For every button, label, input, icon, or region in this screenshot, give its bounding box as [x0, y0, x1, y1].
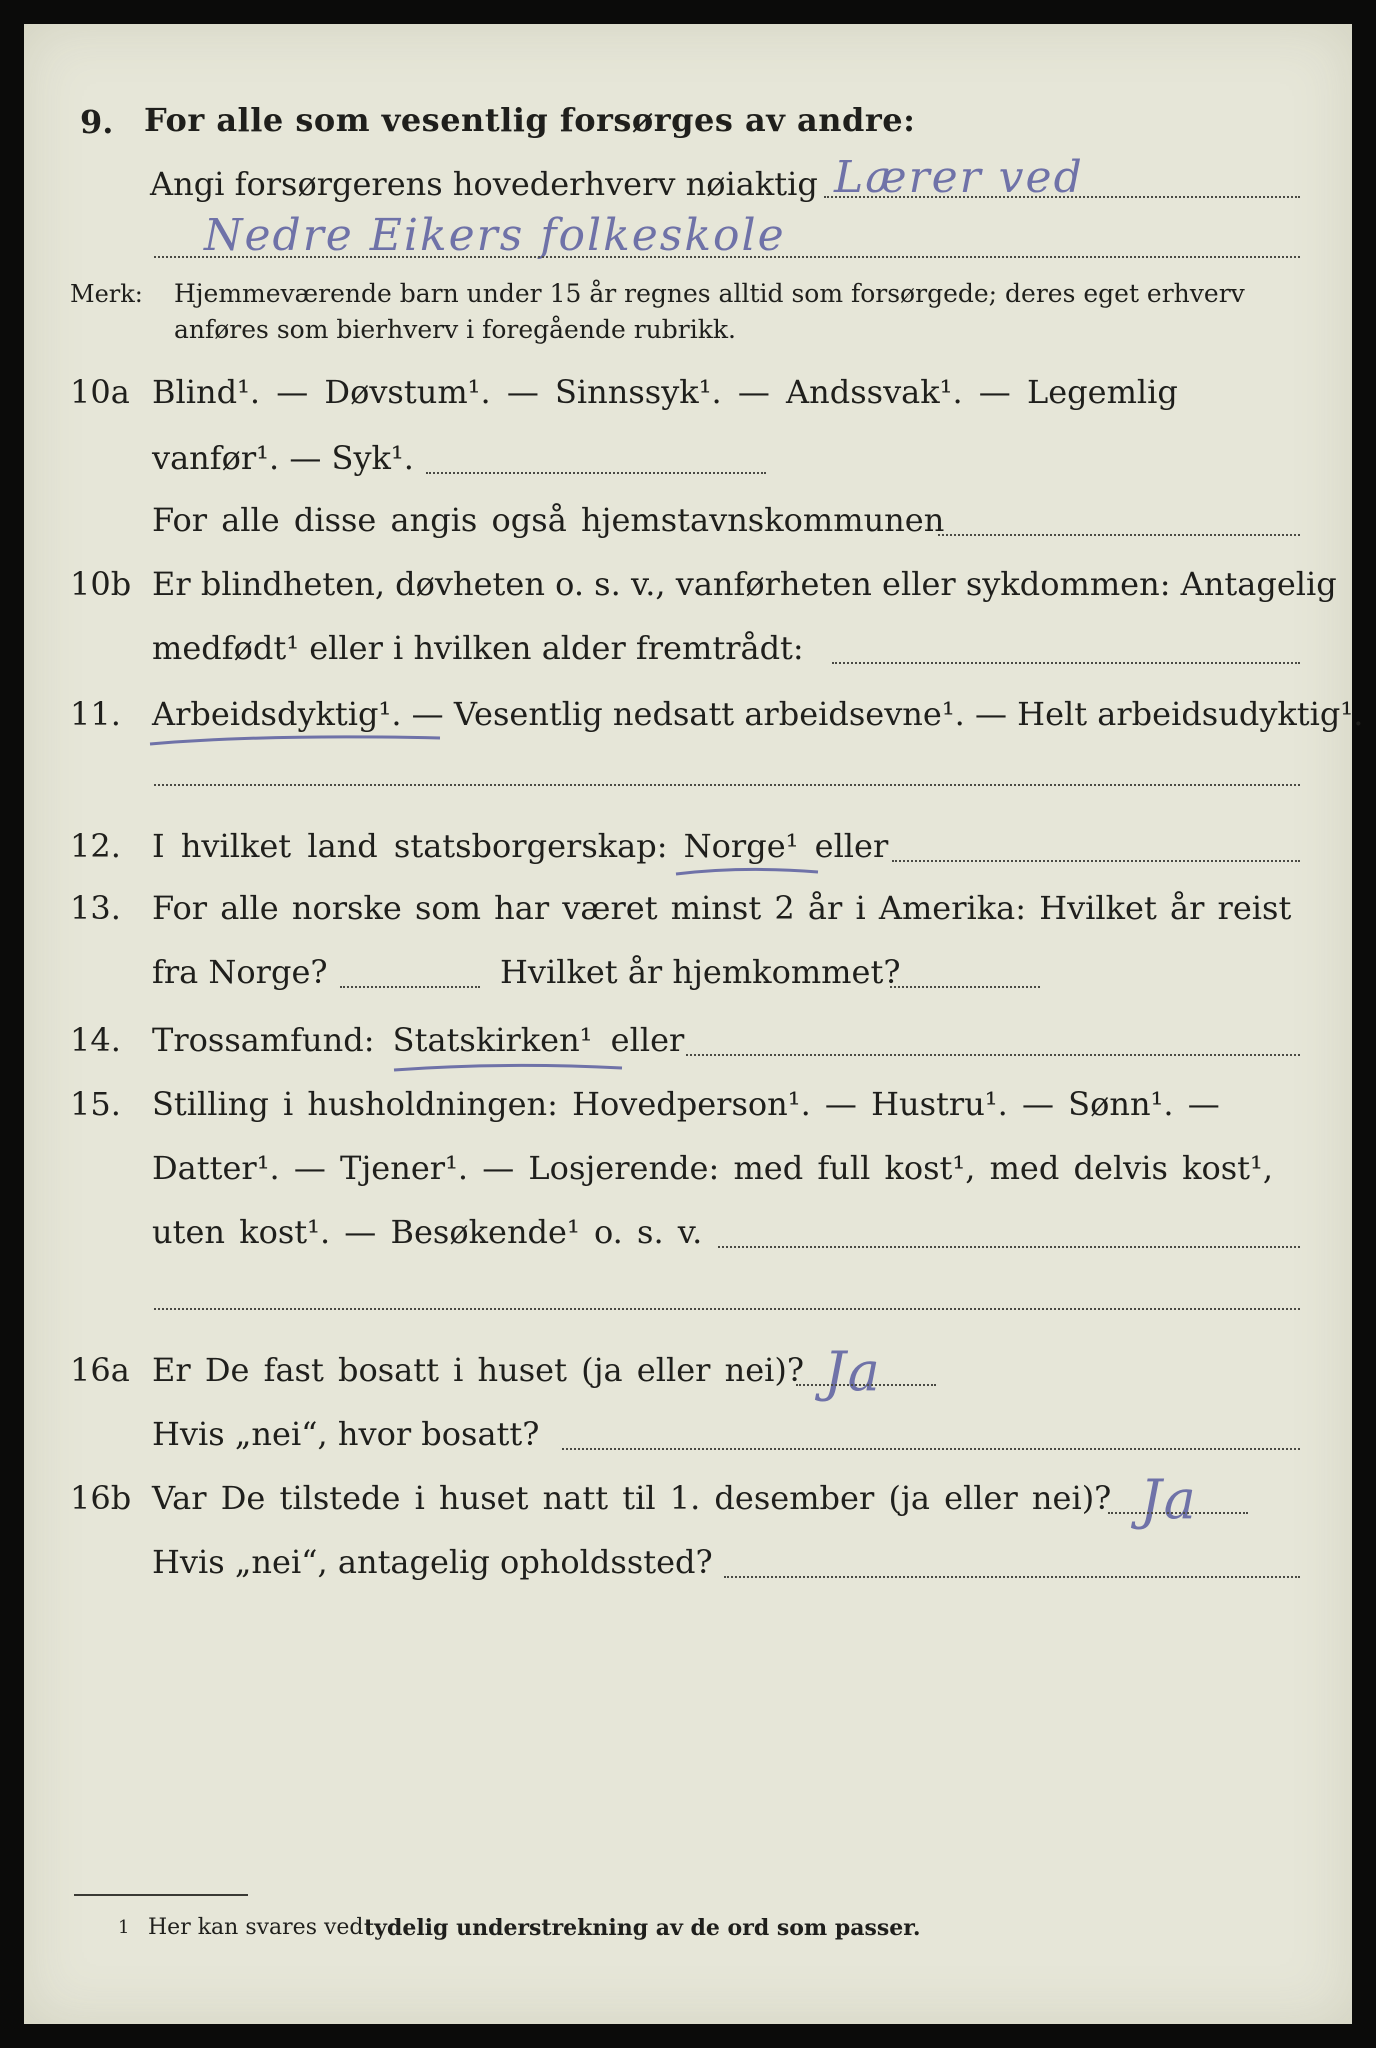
- q16a-number: 16a: [70, 1351, 130, 1389]
- merk-line1: Hjemmeværende barn under 15 år regnes alltid som forsørgede; deres eget erhverv: [174, 279, 1245, 308]
- q14-line1: Trossamfund: Statskirken¹ eller: [152, 1021, 685, 1059]
- q13-line2a: fra Norge?: [152, 953, 328, 991]
- q16a-handwritten-answer: Ja: [824, 1340, 882, 1403]
- q9-title: For alle som vesentlig forsørges av andre:: [144, 101, 916, 139]
- q13-line1: For alle norske som har været minst 2 år i Amerika: Hvilket år reist: [152, 889, 1292, 927]
- q12-line1: I hvilket land statsborgerskap: Norge¹ eller: [152, 827, 889, 865]
- q13-number: 13.: [70, 889, 121, 927]
- q16b-line2: Hvis „nei“, antagelig opholdssted?: [152, 1543, 713, 1581]
- q9-line1: Angi forsørgerens hovederhverv nøiaktig: [150, 165, 818, 203]
- q12-dotted-line: [892, 860, 1300, 862]
- q10a-line1: Blind¹. — Døvstum¹. — Sinnssyk¹. — Andssvak¹. — Legemlig: [152, 373, 1178, 411]
- q9-dotted-line-1: [824, 196, 1300, 198]
- q9-handwritten-answer-a: Lærer ved: [834, 152, 1084, 203]
- q12-pencil-underline: [674, 862, 824, 884]
- merk-line2: anføres som bierhverv i foregående rubrikk.: [174, 315, 736, 344]
- footnote-rule: [74, 1894, 248, 1896]
- q11-number: 11.: [70, 695, 121, 733]
- q15-number: 15.: [70, 1085, 121, 1123]
- q14-pencil-underline: [392, 1056, 628, 1080]
- q16b-number: 16b: [70, 1479, 132, 1517]
- q10b-number: 10b: [70, 565, 132, 603]
- q15-line2: Datter¹. — Tjener¹. — Losjerende: med full kost¹, med delvis kost¹,: [152, 1149, 1274, 1187]
- q11-pencil-underline: [148, 728, 448, 752]
- q15-line1: Stilling i husholdningen: Hovedperson¹. — Hustru¹. — Sønn¹. —: [152, 1085, 1220, 1123]
- q16b-dotted-line-1: [1108, 1512, 1248, 1514]
- q10b-line2: medfødt¹ eller i hvilken alder fremtrådt:: [152, 629, 804, 667]
- q12-number: 12.: [70, 827, 121, 865]
- q16b-dotted-line-2: [724, 1576, 1300, 1578]
- q15-dotted-line-1: [718, 1246, 1300, 1248]
- q16a-dotted-line-1: [796, 1384, 936, 1386]
- q10a-line2: vanfør¹. — Syk¹.: [152, 439, 414, 477]
- q13-dotted-line-1: [340, 986, 480, 988]
- footnote-text-b: tydelig understrekning av de ord som passer.: [364, 1915, 921, 1941]
- q15-dotted-line-2: [154, 1308, 1300, 1310]
- q11-dotted-line: [154, 784, 1300, 786]
- q10a-dotted-line-2: [938, 534, 1300, 536]
- q14-dotted-line: [686, 1054, 1300, 1056]
- q10a-line3: For alle disse angis også hjemstavnskommunen: [152, 501, 945, 539]
- q10b-dotted-line: [832, 662, 1300, 664]
- q16b-line1: Var De tilstede i huset natt til 1. desember (ja eller nei)?: [152, 1479, 1112, 1517]
- q10a-number: 10a: [70, 373, 130, 411]
- q16b-handwritten-answer: Ja: [1140, 1468, 1198, 1531]
- q13-dotted-line-2: [890, 986, 1040, 988]
- footnote-marker: 1: [118, 1917, 130, 1938]
- q9-handwritten-answer-b: Nedre Eikers folkeskole: [204, 210, 786, 261]
- q10a-dotted-line-1: [426, 472, 766, 474]
- q15-line3: uten kost¹. — Besøkende¹ o. s. v.: [152, 1213, 703, 1251]
- q14-number: 14.: [70, 1021, 121, 1059]
- q16a-dotted-line-2: [562, 1448, 1300, 1450]
- q13-line2b: Hvilket år hjemkommet?: [500, 953, 901, 991]
- merk-label: Merk:: [70, 280, 143, 308]
- q16a-line2: Hvis „nei“, hvor bosatt?: [152, 1415, 540, 1453]
- q9-dotted-line-2: [154, 256, 1300, 258]
- q16a-line1: Er De fast bosatt i huset (ja eller nei)?: [152, 1351, 805, 1389]
- q10b-line1: Er blindheten, døvheten o. s. v., vanførheten eller sykdommen: Antagelig: [152, 565, 1337, 603]
- census-form-page: [24, 24, 1364, 2024]
- footnote-text-a: Her kan svares ved: [148, 1915, 364, 1940]
- q11-line1: Arbeidsdyktig¹. — Vesentlig nedsatt arbeidsevne¹. — Helt arbeidsudyktig¹.: [152, 695, 1364, 733]
- q9-number: 9.: [80, 103, 114, 141]
